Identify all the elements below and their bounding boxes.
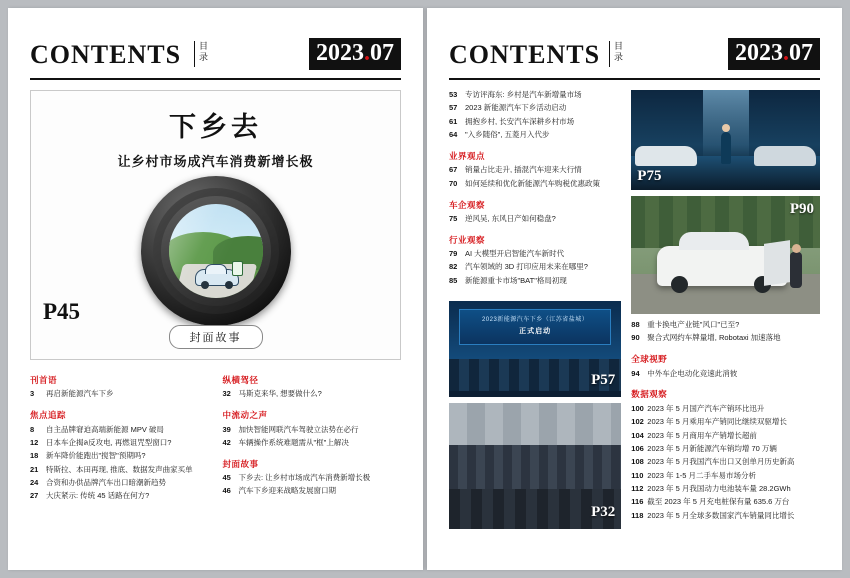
toc-page-number: 46	[222, 486, 231, 496]
toc-entry-text: 2023 年 5 月商用车产销增长超前	[647, 430, 757, 440]
section-heading: 刊首语	[30, 375, 58, 385]
toc-entry-text: 车辆操作系统难题需从"框"上解决	[238, 437, 349, 447]
issue-year-left: 2023	[316, 40, 364, 66]
toc-page-number: 108	[631, 457, 644, 467]
toc-entry-text: 聚合式网约车牌量增, Robotaxi 加速落地	[647, 333, 781, 343]
list-item[interactable]	[449, 103, 621, 114]
presenter-figure	[721, 132, 731, 164]
toc-page-number: 8	[30, 424, 35, 434]
toc-entry-text: 2023 年 5 月我国动力电池装车量 28.2GWh	[647, 484, 791, 493]
toc-entry-text: AI 大模型开启智能汽车新时代	[465, 249, 565, 259]
section-heading: 数据观察	[631, 389, 668, 400]
toc-page-number: 39	[222, 424, 231, 434]
section-heading: 车企观察	[449, 199, 486, 210]
toc-entry-text: 加快智能网联汽车驾驶立法势在必行	[238, 424, 359, 434]
toc-entry-text: 2023 年 5 月我国汽车出口又创单月历史新高	[647, 457, 795, 467]
list-item[interactable]	[631, 369, 820, 380]
section-heading: 业界观点	[449, 151, 486, 161]
contents-title-cn-left: 目录	[194, 41, 208, 67]
section-heading: 中流动之声	[222, 410, 268, 421]
list-item[interactable]	[30, 491, 209, 502]
toc-entry-text: 自主品牌窘迫高端新能源 MPV 破局	[46, 424, 164, 434]
toc-entry-text: "入乡随俗", 五菱月入代步	[465, 130, 550, 140]
feature-title: 下乡去	[169, 112, 262, 143]
masthead-right	[449, 38, 820, 80]
right-toc	[449, 90, 621, 560]
list-item[interactable]	[631, 404, 820, 415]
cover-feature-panel	[30, 90, 401, 360]
list-item[interactable]	[631, 457, 820, 468]
list-item[interactable]	[30, 425, 209, 436]
photo-page-tag: P32	[591, 503, 616, 520]
photo-auto-show	[631, 90, 820, 190]
list-item[interactable]	[631, 444, 820, 455]
list-item[interactable]	[223, 438, 402, 449]
issue-month-left: 07	[370, 40, 394, 66]
toc-entry-text: 汽车下乡迎来战略发展窗口期	[238, 486, 336, 496]
list-item[interactable]	[631, 417, 820, 428]
list-item[interactable]	[223, 473, 402, 484]
toc-page-number: 75	[449, 213, 458, 223]
toc-entry-text: 新车降价能跑出"搅智"预期吗?	[46, 451, 146, 461]
toc-entry-text: 下乡去: 让乡村市场成汽车消费新增长极	[238, 473, 371, 483]
stage-screen-line2: 正式启动	[519, 327, 552, 335]
issue-month-right: 07	[789, 40, 813, 66]
toc-entry-text: 拥抱乡村, 长安汽车深耕乡村市场	[465, 116, 575, 126]
toc-entry-text: 截至 2023 年 5 月充电桩保有量 635.6 万台	[647, 497, 790, 507]
photo-page-tag: P75	[637, 168, 662, 184]
show-car-right	[754, 146, 816, 166]
toc-entry-text: 逆风吴, 东风日产如何稳盘?	[465, 213, 556, 223]
contents-title-right: CONTENTS	[449, 40, 601, 69]
left-toc-column-1	[30, 374, 209, 505]
list-item[interactable]	[449, 165, 621, 176]
toc-entry-text: 销量占比走升, 插混汽车迎来大行情	[465, 165, 582, 175]
toc-page-number: 102	[631, 417, 644, 427]
toc-page-number: 118	[631, 510, 644, 520]
toc-entry-text: 再启新能源汽车下乡	[46, 389, 114, 399]
list-item[interactable]	[449, 214, 621, 225]
camera-lens-illustration	[141, 176, 291, 326]
wheel-icon	[225, 281, 233, 289]
toc-page-number: 100	[631, 403, 644, 413]
list-item[interactable]	[631, 471, 820, 482]
toc-page-number: 21	[30, 464, 39, 474]
photo-white-suv	[631, 196, 820, 314]
wheel-icon	[201, 281, 209, 289]
list-item[interactable]	[449, 262, 621, 273]
feature-subtitle: 让乡村市场成汽车消费新增长极	[117, 154, 314, 169]
charging-plug-icon	[232, 261, 243, 276]
toc-entry-text: 特斯拉、本田再现, 推底、数据发声曲家买单	[46, 464, 193, 474]
toc-entry-text: 2023 年 5 月新能源汽车销均增 70 万辆	[647, 443, 777, 453]
toc-entry-text: 如何延续和优化新能源汽车购税优惠政策	[465, 178, 600, 188]
toc-entry-text: 马斯克来华, 想要做什么?	[238, 389, 322, 399]
list-item[interactable]	[223, 425, 402, 436]
stage-screen-line1: 2023新能源汽车下乡（江苏省盐城）	[481, 316, 589, 323]
list-item[interactable]	[631, 431, 820, 442]
toc-page-number: 94	[631, 368, 640, 378]
toc-page-number: 27	[30, 491, 39, 501]
toc-entry-text: 新能源重卡市场"BAT"格局初现	[465, 275, 567, 285]
issue-dot-right: .	[783, 40, 789, 66]
issue-dot-left: .	[364, 40, 370, 66]
toc-page-number: 110	[631, 470, 644, 480]
list-item[interactable]	[631, 497, 820, 508]
lens-glass-scene	[169, 204, 263, 298]
toc-page-number: 70	[449, 178, 458, 188]
toc-entry-text: 专访评海东: 乡村是汽车新增量市场	[465, 90, 582, 99]
toc-entry-text: 重卡换电产业链"风口"已至?	[647, 320, 740, 329]
toc-entry-text: 2023 年 5 月国产汽车产销环比迅升	[647, 403, 765, 413]
toc-page-number: 18	[30, 451, 39, 461]
toc-page-number: 106	[631, 443, 644, 453]
section-heading: 行业观察	[449, 234, 486, 245]
toc-page-number: 104	[631, 430, 644, 440]
toc-page-number: 32	[222, 389, 231, 399]
toc-page-number: 112	[631, 484, 644, 493]
list-item[interactable]	[223, 389, 402, 400]
toc-page-number: 57	[449, 103, 458, 113]
section-heading: 全球视野	[631, 354, 668, 365]
list-item[interactable]	[30, 389, 209, 400]
list-item[interactable]	[449, 90, 621, 101]
contents-title-left: CONTENTS	[30, 40, 182, 69]
toc-page-number: 79	[449, 249, 458, 259]
photo-group-shot	[449, 403, 621, 529]
person-figure	[790, 252, 802, 288]
toc-page-number: 12	[30, 437, 39, 447]
open-door	[764, 240, 790, 286]
stage-screen	[459, 309, 611, 345]
list-item[interactable]	[30, 478, 209, 489]
toc-entry-text: 2023 年 5 月乘用车产销同比继续双驱增长	[647, 417, 787, 427]
issue-date-left	[309, 38, 401, 70]
right-page	[427, 8, 842, 570]
right-page-body	[449, 90, 820, 560]
toc-page-number: 82	[449, 262, 458, 272]
feature-page-badge: P45	[43, 299, 81, 324]
list-item[interactable]	[223, 486, 402, 497]
list-item[interactable]	[631, 484, 820, 495]
contents-title-cn-right: 目录	[609, 41, 623, 67]
toc-entry-text: 2023 年 1-5 月二手车易市场分析	[647, 470, 757, 480]
list-item[interactable]	[449, 179, 621, 190]
toc-entry-text: 合资和办供品牌汽车出口暗潮新趋势	[46, 478, 166, 487]
list-item[interactable]	[631, 320, 820, 331]
section-heading: 封面故事	[222, 458, 259, 469]
issue-date-right	[728, 38, 820, 70]
toc-entry-text: 中外车企电动化竞速此消彼	[647, 368, 738, 378]
left-page	[8, 8, 423, 570]
photo-launch-ceremony	[449, 301, 621, 397]
toc-page-number: 24	[30, 478, 39, 487]
section-heading: 纵横驾径	[222, 375, 259, 385]
building-backdrop	[449, 403, 621, 451]
right-column	[631, 90, 820, 560]
list-item[interactable]	[449, 117, 621, 128]
list-item[interactable]	[30, 451, 209, 462]
toc-page-number: 53	[449, 90, 458, 99]
masthead-left	[30, 38, 401, 80]
list-item[interactable]	[631, 511, 820, 522]
toc-page-number: 90	[631, 333, 640, 343]
toc-page-number: 64	[449, 130, 458, 140]
issue-year-right: 2023	[735, 40, 783, 66]
left-toc-column-2	[223, 374, 402, 505]
toc-page-number: 67	[449, 165, 458, 175]
toc-entry-text: 汽车领域的 3D 打印应用未来在哪里?	[465, 262, 588, 272]
list-item[interactable]	[449, 276, 621, 287]
toc-page-number: 85	[449, 275, 458, 285]
list-item[interactable]	[30, 438, 209, 449]
photo-page-tag: P57	[591, 371, 616, 388]
list-item[interactable]	[30, 465, 209, 476]
toc-page-number: 3	[30, 389, 35, 399]
toc-page-number: 42	[222, 437, 231, 447]
list-item[interactable]	[449, 249, 621, 260]
toc-entry-text: 2023 新能源汽车下乡活动启动	[465, 103, 567, 113]
toc-page-number: 45	[222, 473, 231, 483]
list-item[interactable]	[631, 333, 820, 344]
section-heading: 焦点追踪	[30, 410, 67, 421]
toc-entry-text: 大庆紧示: 传统 45 话路在何方?	[46, 491, 150, 501]
list-item[interactable]	[449, 130, 621, 141]
show-car-left	[635, 146, 697, 166]
right-toc-lower	[631, 320, 820, 522]
toc-entry-text: 2023 年 5 月全球多数国家汽车销量同比增长	[647, 510, 795, 520]
toc-entry-text: 日本车企揭ล反攻电, 再燃诅咒型窗口?	[46, 437, 172, 447]
cover-story-button[interactable]: 封面故事	[169, 325, 263, 349]
toc-page-number: 116	[631, 497, 644, 507]
photo-page-tag: P90	[789, 201, 814, 217]
toc-page-number: 88	[631, 320, 640, 329]
left-toc	[30, 374, 401, 505]
toc-page-number: 61	[449, 116, 458, 126]
